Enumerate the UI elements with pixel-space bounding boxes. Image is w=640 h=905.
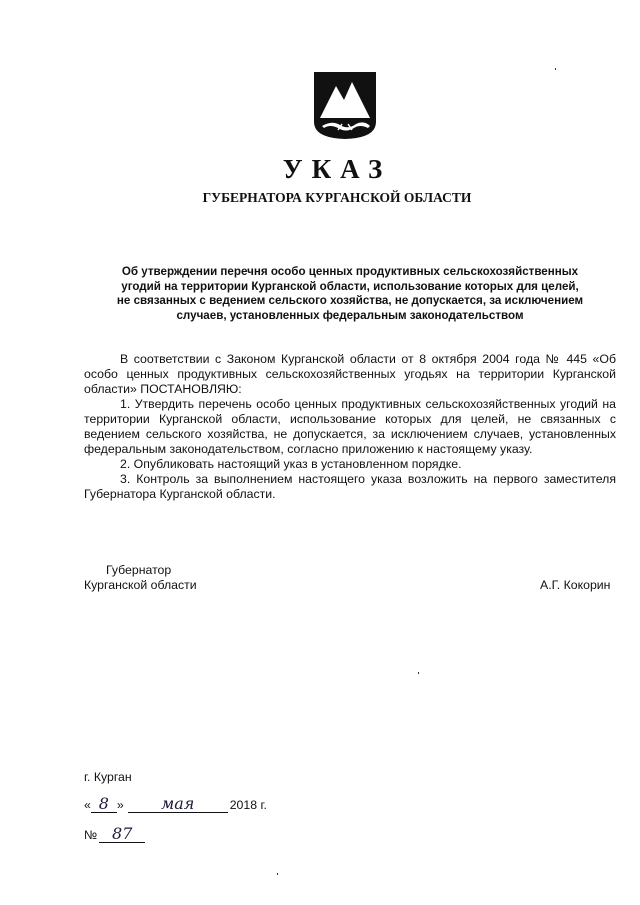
date-close-quote: » [116, 798, 124, 812]
heading-line: случаев, установленных федеральным законодательством [176, 308, 524, 322]
coat-of-arms-icon [312, 70, 378, 140]
scan-speck [555, 68, 556, 70]
scan-speck [418, 672, 419, 674]
body-paragraph: 1. Утвердить перечень особо ценных продуктивных сельскохозяйственных угодий на территории Курганской области, использование которых для целей, не связанных с ведением сельского хозяйства, не допускается, за исключением случаев, установленных федеральным законодательством, согласно приложению к настоящему указу. [84, 397, 616, 456]
heading-line: Об утверждении перечня особо ценных продуктивных сельскохозяйственных [121, 265, 579, 278]
date-month-handwritten: мая [160, 794, 195, 813]
signatory-title-line: Губернатор [106, 563, 172, 577]
body-paragraph: В соответствии с Законом Курганской области от 8 октября 2004 года № 445 «Об особо ценных продуктивных сельскохозяйственных угодьях на территории Курганской области» ПОСТАНОВЛЯЮ: [84, 352, 616, 396]
body-paragraph: 2. Опубликовать настоящий указ в установленном порядке. [120, 457, 462, 471]
document-subtitle: ГУБЕРНАТОРА КУРГАНСКОЙ ОБЛАСТИ [202, 190, 472, 205]
issue-place: г. Курган [84, 770, 132, 784]
number-field [99, 824, 145, 843]
number-handwritten: 87 [112, 824, 133, 843]
scan-speck [277, 873, 278, 875]
body-paragraph: 3. Контроль за выполнением настоящего указа возложить на первого заместителя Губернатора Курганской области. [84, 472, 616, 501]
issue-date [84, 794, 267, 813]
decree-heading [90, 265, 610, 323]
date-day-field [91, 794, 117, 813]
decree-number [84, 824, 145, 843]
date-year: 2018 г. [229, 798, 267, 812]
heading-line: не связанных с ведением сельского хозяйства, не допускается, за исключением [116, 294, 584, 307]
signatory-title-line: Курганской области [84, 577, 197, 592]
date-day-handwritten: 8 [98, 794, 109, 813]
date-open-quote: « [84, 798, 91, 812]
signatory-title [84, 563, 284, 592]
number-prefix: № [84, 828, 98, 842]
heading-line: угодий на территории Курганской области, использование которых для целей, [121, 279, 579, 293]
document-title: УКАЗ [282, 154, 392, 184]
date-month-field [128, 794, 228, 813]
signatory-name: А.Г. Кокорин [540, 578, 611, 592]
decree-body [84, 352, 616, 502]
